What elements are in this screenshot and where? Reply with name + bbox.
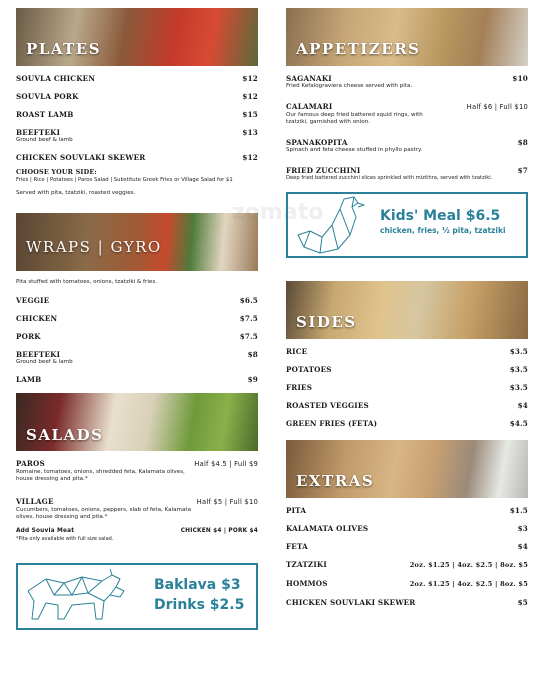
item-desc: Our famous deep fried battered squid rings, with tzatziki, garnished with onion. — [286, 112, 423, 125]
item-price: $8 — [247, 350, 258, 359]
item-price: $10 — [512, 74, 528, 83]
kids-meal-title: Kids' Meal $6.5 — [380, 208, 501, 224]
list-item — [286, 419, 528, 428]
list-item — [286, 347, 528, 356]
salads-list — [16, 459, 258, 543]
item-name: PITA — [286, 506, 307, 515]
item-name: SOUVLA PORK — [16, 92, 79, 101]
extras-banner — [286, 440, 528, 498]
salads-banner — [16, 393, 258, 451]
plates-list — [16, 74, 258, 197]
item-desc: Ground beef & lamb — [16, 359, 73, 365]
item-name: CHICKEN SOUVLAKI SKEWER — [286, 598, 416, 607]
list-item — [286, 560, 528, 570]
item-price: $15 — [242, 110, 258, 119]
side-heading: CHOOSE YOUR SIDE: — [16, 168, 97, 176]
item-name: FRIED ZUCCHINI — [286, 166, 361, 175]
item-price: $12 — [242, 92, 258, 101]
item-name: TZATZIKI — [286, 560, 327, 569]
baklava-price: Baklava $3 — [154, 577, 241, 593]
item-price: 2oz. $1.25 | 4oz. $2.5 | 8oz. $5 — [409, 561, 528, 569]
item-price: $12 — [242, 74, 258, 83]
item-name: PAROS — [16, 459, 45, 468]
kids-meal-subtitle: chicken, fries, ½ pita, tzatziki — [380, 226, 506, 235]
item-desc: Cucumbers, tomatoes, onions, peppers, slab of feta, Kalamata olives, house dressing and pita.* — [16, 507, 192, 520]
list-item — [286, 598, 528, 607]
item-name: HOMMOS — [286, 579, 328, 588]
list-item — [16, 350, 258, 366]
item-price: $3.5 — [509, 383, 528, 392]
served-with: Served with pita, tzatziki, roasted veggies. — [16, 190, 136, 196]
sides-title: SIDES — [296, 313, 357, 331]
item-name: FRIES — [286, 383, 313, 392]
extras-list — [286, 506, 528, 607]
extras-title: EXTRAS — [296, 472, 375, 490]
item-name: CHICKEN — [16, 314, 58, 323]
item-price: $5 — [517, 598, 528, 607]
list-item — [16, 375, 258, 384]
sides-list — [286, 347, 528, 428]
list-item — [16, 128, 258, 144]
item-name: PORK — [16, 332, 41, 341]
item-price: $7.5 — [239, 332, 258, 341]
list-item — [286, 102, 528, 126]
item-price: $13 — [242, 128, 258, 137]
item-price: Half $4.5 | Full $9 — [194, 460, 258, 468]
item-price: 2oz. $1.25 | 4oz. $2.5 | 8oz. $5 — [409, 580, 528, 588]
item-price: $7 — [517, 166, 528, 175]
watermark: zomato — [232, 200, 324, 225]
chicken-illustration — [292, 195, 372, 257]
kids-text — [380, 208, 506, 235]
list-item — [16, 296, 258, 305]
list-item — [16, 314, 258, 323]
salads-title: SALADS — [26, 426, 104, 444]
list-item — [16, 332, 258, 341]
item-price: $3.5 — [509, 347, 528, 356]
item-price: $9 — [247, 375, 258, 384]
item-name: FETA — [286, 542, 308, 551]
list-item — [286, 506, 528, 515]
item-desc: Fried Kefalograviera cheese served with pita. — [286, 83, 413, 89]
item-name: ROASTED VEGGIES — [286, 401, 369, 410]
side-options: Fries | Rice | Potatoes | Paros Salad | Substitute Greek Fries or Village Salad for $1 — [16, 177, 233, 183]
salad-note: *Pita only available with full size salad. — [16, 536, 114, 542]
list-item — [286, 138, 528, 154]
right-column — [286, 0, 528, 616]
wraps-banner — [16, 213, 258, 271]
list-item — [16, 153, 258, 162]
list-item — [286, 579, 528, 589]
list-item — [286, 365, 528, 374]
item-price: $1.5 — [509, 506, 528, 515]
list-item — [16, 459, 258, 483]
list-item — [286, 166, 528, 182]
item-name: KALAMATA OLIVES — [286, 524, 369, 533]
appetizers-list — [286, 74, 528, 182]
item-price: Half $5 | Full $10 — [196, 498, 258, 506]
item-name: VEGGIE — [16, 296, 50, 305]
item-name: BEEFTEKI — [16, 128, 61, 137]
list-item — [16, 497, 258, 521]
item-name: SAGANAKI — [286, 74, 332, 83]
item-name: LAMB — [16, 375, 42, 384]
item-name: CALAMARI — [286, 102, 333, 111]
list-item — [286, 401, 528, 410]
appetizers-title: APPETIZERS — [296, 40, 421, 58]
left-column — [16, 0, 258, 630]
plates-title: PLATES — [26, 40, 102, 58]
item-desc: Ground beef & lamb — [16, 137, 73, 143]
goat-illustration — [24, 569, 134, 627]
addon-label: Add Souvla Meat — [16, 528, 75, 534]
list-item — [286, 524, 528, 533]
item-name: SPANAKOPITA — [286, 138, 348, 147]
item-name: BEEFTEKI — [16, 350, 61, 359]
item-price: $7.5 — [239, 314, 258, 323]
item-name: VILLAGE — [16, 497, 54, 506]
item-name: GREEN FRIES (FETA) — [286, 419, 378, 428]
item-price: $3 — [517, 524, 528, 533]
list-item — [16, 74, 258, 83]
item-desc: Deep fried battered zucchini slices sprinkled with mizithra, served with tzatziki. — [286, 175, 493, 181]
item-name: ROAST LAMB — [16, 110, 74, 119]
list-item — [16, 110, 258, 119]
addon-row — [16, 527, 258, 536]
item-desc: Spinach and feta cheese stuffed in phyllo pastry. — [286, 147, 423, 153]
item-price: $4 — [517, 401, 528, 410]
item-name: CHICKEN SOUVLAKI SKEWER — [16, 153, 146, 162]
wraps-intro: Pita stuffed with tomatoes, onions, tzatziki & fries. — [16, 279, 158, 285]
dessert-promo — [16, 563, 258, 630]
item-price: $8 — [517, 138, 528, 147]
drinks-price: Drinks $2.5 — [154, 597, 245, 613]
sides-banner — [286, 281, 528, 339]
item-price: Half $6 | Full $10 — [466, 103, 528, 111]
wraps-list — [16, 279, 258, 384]
appetizers-banner — [286, 8, 528, 66]
item-name: SOUVLA CHICKEN — [16, 74, 96, 83]
list-item — [286, 383, 528, 392]
item-price: $12 — [242, 153, 258, 162]
plates-banner — [16, 8, 258, 66]
item-price: $4 — [517, 542, 528, 551]
item-price: $4.5 — [509, 419, 528, 428]
item-name: RICE — [286, 347, 308, 356]
item-price: $6.5 — [239, 296, 258, 305]
kids-promo — [286, 192, 528, 258]
list-item — [286, 74, 528, 90]
item-desc: Romaine, tomatoes, onions, shredded feta, Kalamata olives, house dressing and pita.* — [16, 469, 185, 482]
item-price: $3.5 — [509, 365, 528, 374]
list-item — [286, 542, 528, 551]
wraps-title: WRAPS | GYRO — [26, 238, 162, 256]
item-name: POTATOES — [286, 365, 332, 374]
addon-price: CHICKEN $4 | PORK $4 — [180, 528, 258, 534]
promo-text — [154, 577, 244, 613]
list-item — [16, 92, 258, 101]
